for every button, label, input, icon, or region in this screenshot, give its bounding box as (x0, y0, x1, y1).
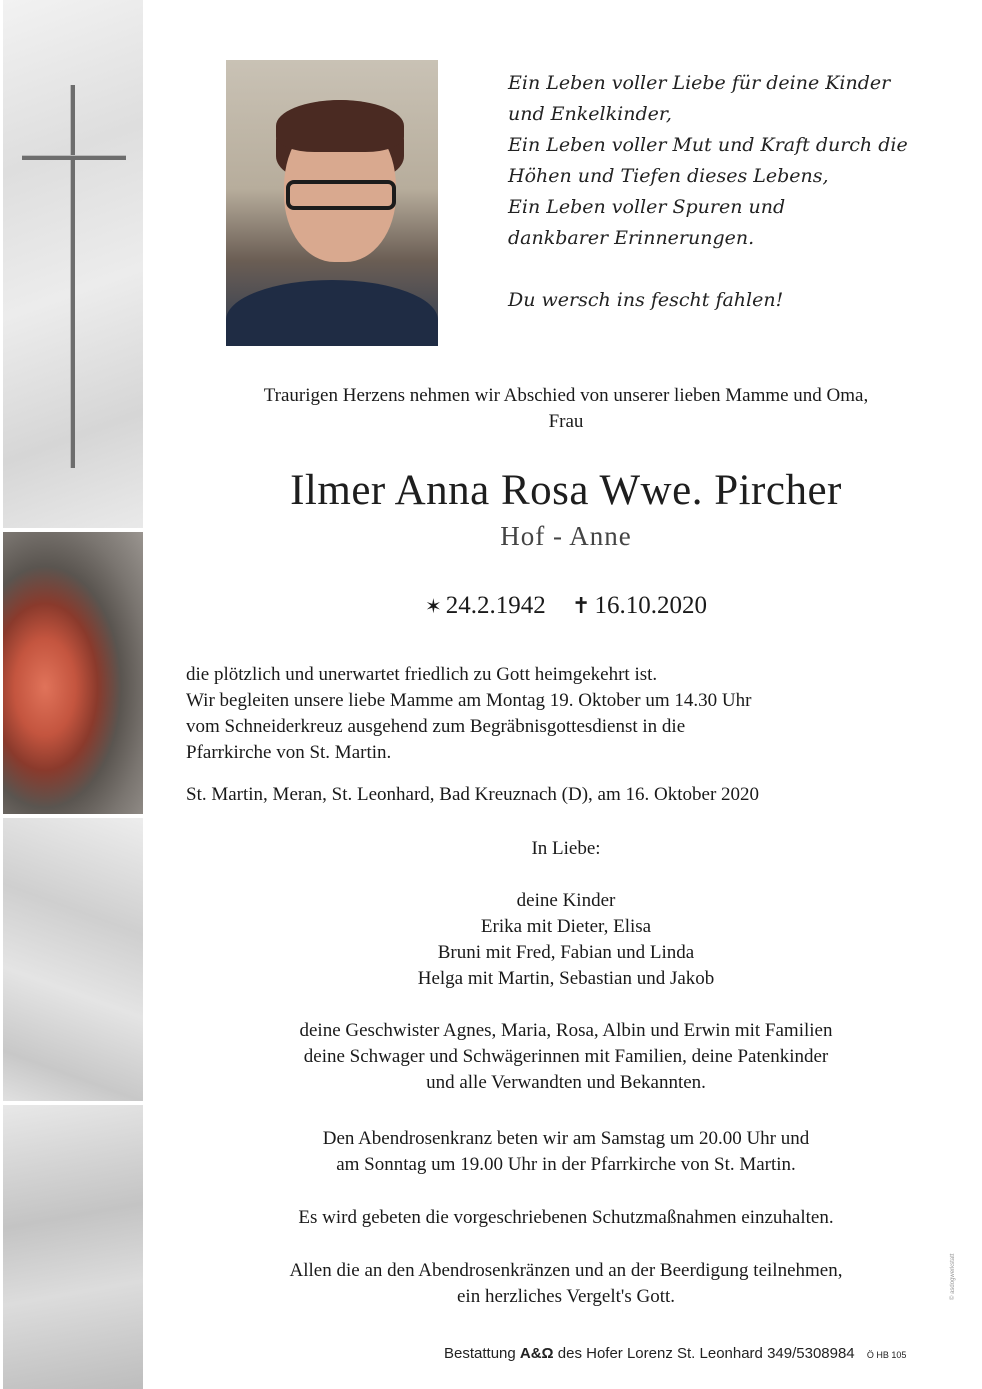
announcement-line: die plötzlich und unerwartet friedlich zu Gott heimgekehrt ist. (186, 664, 658, 685)
announcement-line: Wir begleiten unsere liebe Mamme am Montag 19. Oktober um 14.30 Uhr (186, 690, 752, 711)
portrait-photo (226, 60, 438, 346)
list-item: Helga mit Martin, Sebastian und Jakob (417, 968, 715, 989)
death-date: ✝ 16.10.2020 (572, 592, 707, 619)
life-dates (150, 592, 982, 620)
star-icon: ✶ (425, 594, 442, 618)
place-date: St. Martin, Meran, St. Leonhard, Bad Kreuznach (D), am 16. Oktober 2020 (186, 784, 760, 805)
poem-line: und Enkelkinder, (508, 103, 672, 125)
announcement-line: Pfarrkirche von St. Martin. (186, 742, 392, 763)
relatives-list (150, 1018, 982, 1096)
footer-code: Ö HB 105 (866, 1350, 907, 1360)
list-item: Erika mit Dieter, Elisa (480, 916, 652, 937)
announcement-text (186, 662, 751, 766)
poem-line: Höhen und Tiefen dieses Lebens, (508, 165, 829, 187)
memorial-poem (508, 68, 908, 316)
list-item: deine Kinder (516, 890, 616, 911)
poem-line: Ein Leben voller Mut und Kraft durch die (508, 134, 908, 156)
decorative-side-panel-middle (3, 818, 143, 1101)
funeral-home-footer: Bestattung A&Ω des Hofer Lorenz St. Leonhard 349/5308984 Ö HB 105 (444, 1345, 907, 1362)
deceased-name: Ilmer Anna Rosa Wwe. Pircher (290, 467, 842, 514)
children-list (150, 888, 982, 992)
side-credit: © asdogwerkstatt (950, 1253, 956, 1300)
intro-line: Traurigen Herzens nehmen wir Abschied von unserer lieben Mamme und Oma, (263, 385, 869, 406)
intro-text (150, 383, 982, 435)
poem-line: Ein Leben voller Spuren und (508, 196, 786, 218)
cross-small-icon: ✝ (572, 594, 591, 619)
list-item: deine Geschwister Agnes, Maria, Rosa, Albin und Erwin mit Familien (299, 1020, 833, 1041)
poem-line: Ein Leben voller Liebe für deine Kinder (508, 72, 891, 94)
mourners-heading: In Liebe: (531, 838, 601, 859)
rosary-info: Den Abendrosenkranz beten wir am Samstag um 20.00 Uhr und am Sonntag um 19.00 Uhr in der Pfarrkirche von St. Martin. (322, 1128, 810, 1175)
list-item: Bruni mit Fred, Fabian und Linda (437, 942, 695, 963)
poem-closing: Du wersch ins fescht fahlen! (508, 289, 784, 311)
poem-line: dankbarer Erinnerungen. (508, 227, 755, 249)
birth-date: ✶ 24.2.1942 (425, 592, 546, 619)
funeral-home-logo: A&Ω (519, 1345, 554, 1362)
list-item: und alle Verwandten und Bekannten. (426, 1072, 706, 1093)
deceased-nickname: Hof - Anne (500, 521, 632, 551)
protection-notice: Es wird gebeten die vorgeschriebenen Schutzmaßnahmen einzuhalten. (298, 1207, 834, 1228)
announcement-line: vom Schneiderkreuz ausgehend zum Begräbnisgottesdienst in die (186, 716, 686, 737)
thanks-text: Allen die an den Abendrosenkränzen und an der Beerdigung teilnehmen, ein herzliches Vergelt's Gott. (289, 1260, 843, 1307)
decorative-side-panel-bottom (3, 1105, 143, 1389)
intro-line: Frau (548, 411, 584, 432)
list-item: deine Schwager und Schwägerinnen mit Familien, deine Patenkinder (303, 1046, 829, 1067)
rose-image-panel (3, 532, 143, 814)
